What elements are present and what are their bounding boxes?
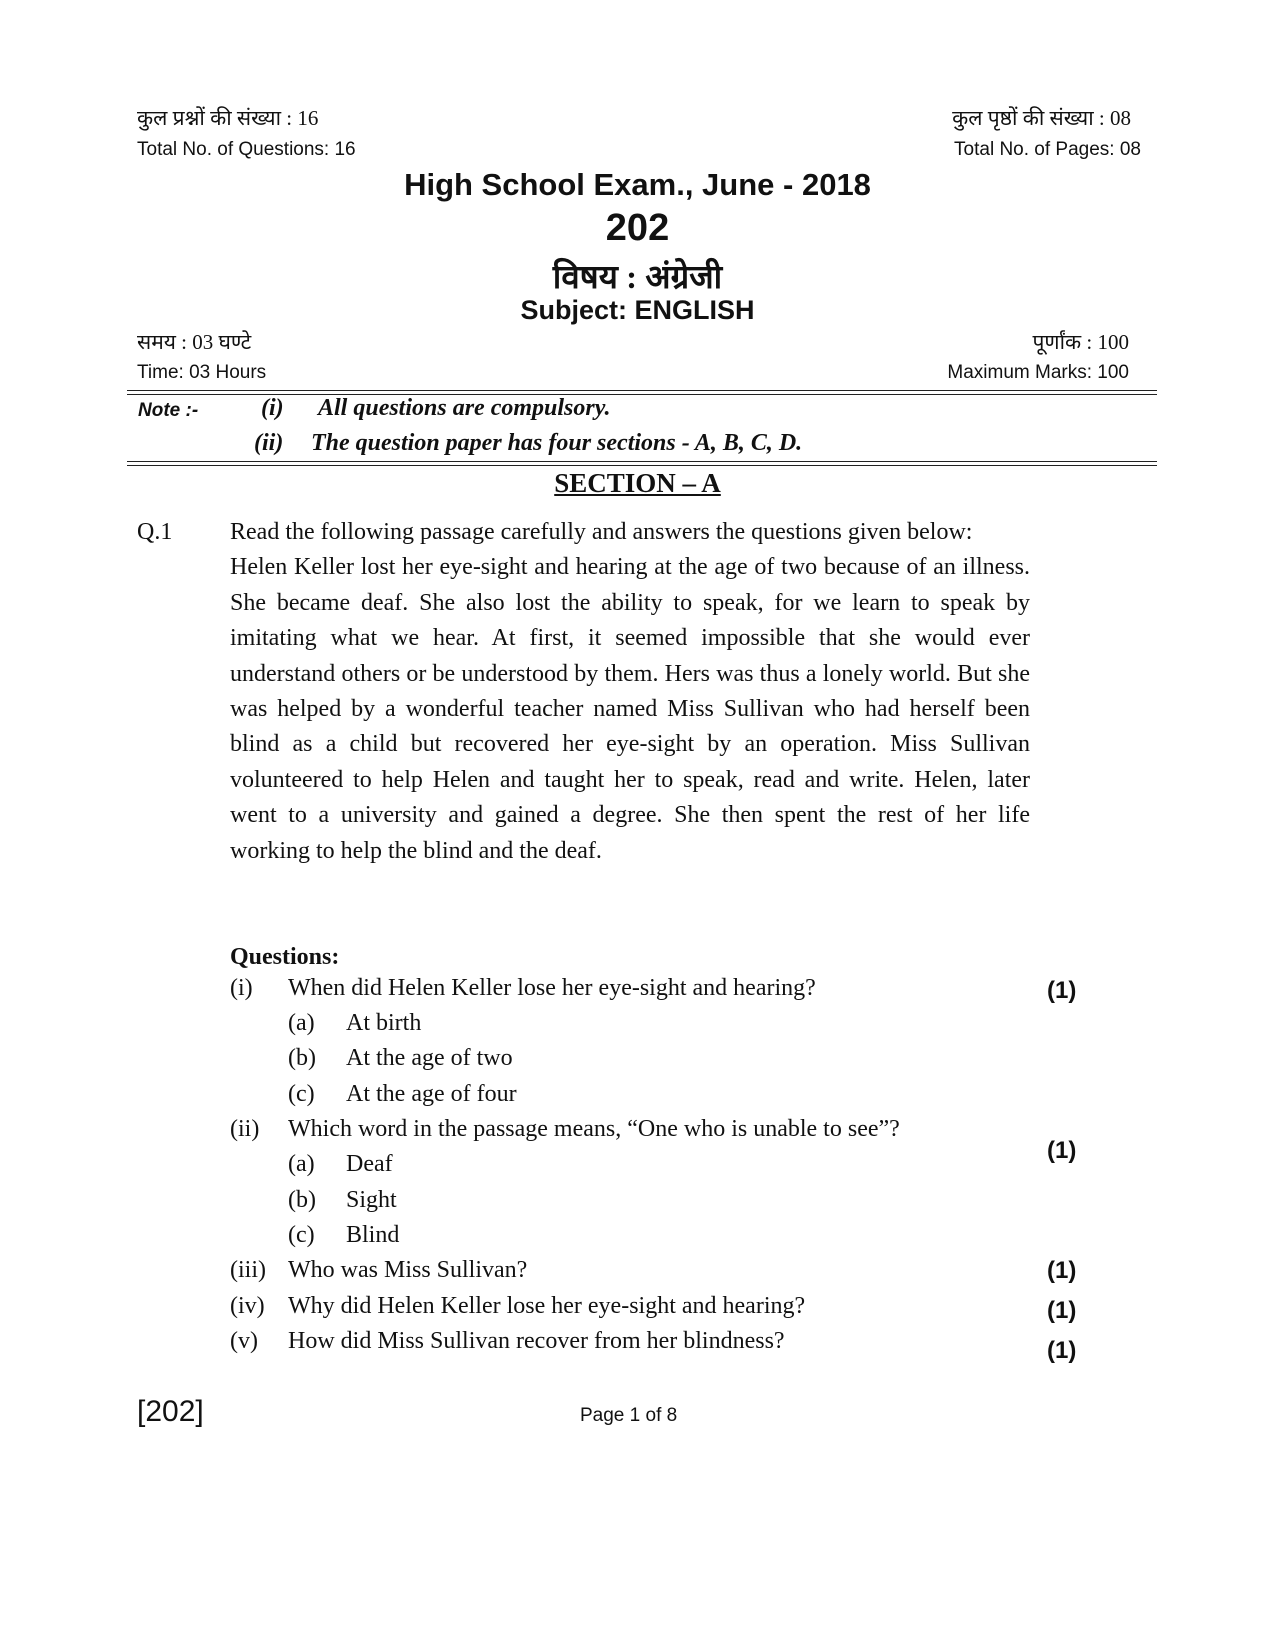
max-marks: Maximum Marks: 100 bbox=[947, 362, 1129, 383]
time-hindi: समय : 03 घण्टे bbox=[137, 330, 252, 354]
section-title: SECTION – A bbox=[554, 468, 721, 498]
option-label: (c) bbox=[288, 1222, 315, 1248]
time-allowed: Time: 03 Hours bbox=[137, 362, 267, 383]
sub-question-number: (iv) bbox=[230, 1293, 265, 1319]
questions-heading: Questions: bbox=[230, 944, 340, 970]
page-number: Page 1 of 8 bbox=[580, 1405, 678, 1426]
marks-label: (1) bbox=[1047, 1337, 1077, 1364]
instruction-text: Read the following passage carefully and answers the questions given below: bbox=[230, 519, 973, 545]
option-text: Deaf bbox=[346, 1151, 393, 1177]
sub-question-text: When did Helen Keller lose her eye-sight and hearing? bbox=[288, 975, 816, 1001]
note-item-text: All questions are compulsory. bbox=[318, 395, 611, 421]
subject-hindi: विषय : अंग्रेजी bbox=[552, 260, 723, 296]
divider-top-1 bbox=[127, 390, 1157, 391]
question-number: Q.1 bbox=[137, 519, 173, 545]
pages-count: Total No. of Pages: 08 bbox=[954, 139, 1141, 160]
note-item-number: (i) bbox=[261, 395, 284, 421]
sub-question-text: Which word in the passage means, “One who is unable to see”? bbox=[288, 1116, 900, 1142]
note-item-number: (ii) bbox=[254, 430, 284, 456]
questions-count: Total No. of Questions: 16 bbox=[137, 139, 356, 160]
questions-count-hindi: कुल प्रश्नों की संख्या : 16 bbox=[137, 106, 319, 130]
reading-passage: Helen Keller lost her eye-sight and hearing at the age of two because of an illness. She became deaf. She also lost the ability to speak, for we learn to speak by imitating what we hear. At first, it seemed impossible that she would ever understand others or be understood by them. Hers was thus a lonely world. But she was helped by a wonderful teacher named Miss Sullivan who had herself been blind as a child but recovered her eye-sight by an operation. Miss Sullivan volunteered to help Helen and taught her to speak, read and write. Helen, later went to a university and gained a degree. She then spent the rest of her life working to help the blind and the deaf. bbox=[230, 554, 1030, 864]
option-text: At the age of four bbox=[346, 1081, 517, 1107]
option-text: Blind bbox=[346, 1222, 400, 1248]
sub-question-text: How did Miss Sullivan recover from her blindness? bbox=[288, 1328, 785, 1354]
pages-count-hindi: कुल पृष्ठों की संख्या : 08 bbox=[952, 106, 1131, 130]
sub-question-number: (i) bbox=[230, 975, 253, 1001]
marks-label: (1) bbox=[1047, 1137, 1077, 1164]
note-item-text: The question paper has four sections - A, B, C, D. bbox=[311, 430, 803, 456]
option-text: At birth bbox=[346, 1010, 422, 1036]
marks-label: (1) bbox=[1047, 1257, 1077, 1284]
option-label: (a) bbox=[288, 1151, 315, 1177]
footer-paper-code: [202] bbox=[137, 1395, 204, 1428]
note-label: Note :- bbox=[138, 400, 199, 421]
paper-code: 202 bbox=[605, 207, 670, 249]
divider-bottom-2 bbox=[127, 465, 1157, 466]
exam-title: High School Exam., June - 2018 bbox=[404, 167, 871, 202]
divider-bottom-1 bbox=[127, 461, 1157, 462]
option-label: (b) bbox=[288, 1045, 316, 1071]
sub-question-number: (v) bbox=[230, 1328, 258, 1354]
option-text: At the age of two bbox=[346, 1045, 513, 1071]
option-label: (a) bbox=[288, 1010, 315, 1036]
sub-question-number: (ii) bbox=[230, 1116, 260, 1142]
marks-label: (1) bbox=[1047, 1297, 1077, 1324]
option-label: (b) bbox=[288, 1187, 316, 1213]
sub-question-text: Why did Helen Keller lose her eye-sight and hearing? bbox=[288, 1293, 806, 1319]
option-text: Sight bbox=[346, 1187, 397, 1213]
sub-question-number: (iii) bbox=[230, 1257, 266, 1283]
option-label: (c) bbox=[288, 1081, 315, 1107]
passage-block bbox=[230, 515, 1030, 869]
max-marks-hindi: पूर्णांक : 100 bbox=[1032, 330, 1129, 354]
sub-question-text: Who was Miss Sullivan? bbox=[288, 1257, 528, 1283]
subject-title: Subject: ENGLISH bbox=[520, 295, 755, 325]
marks-label: (1) bbox=[1047, 977, 1077, 1004]
